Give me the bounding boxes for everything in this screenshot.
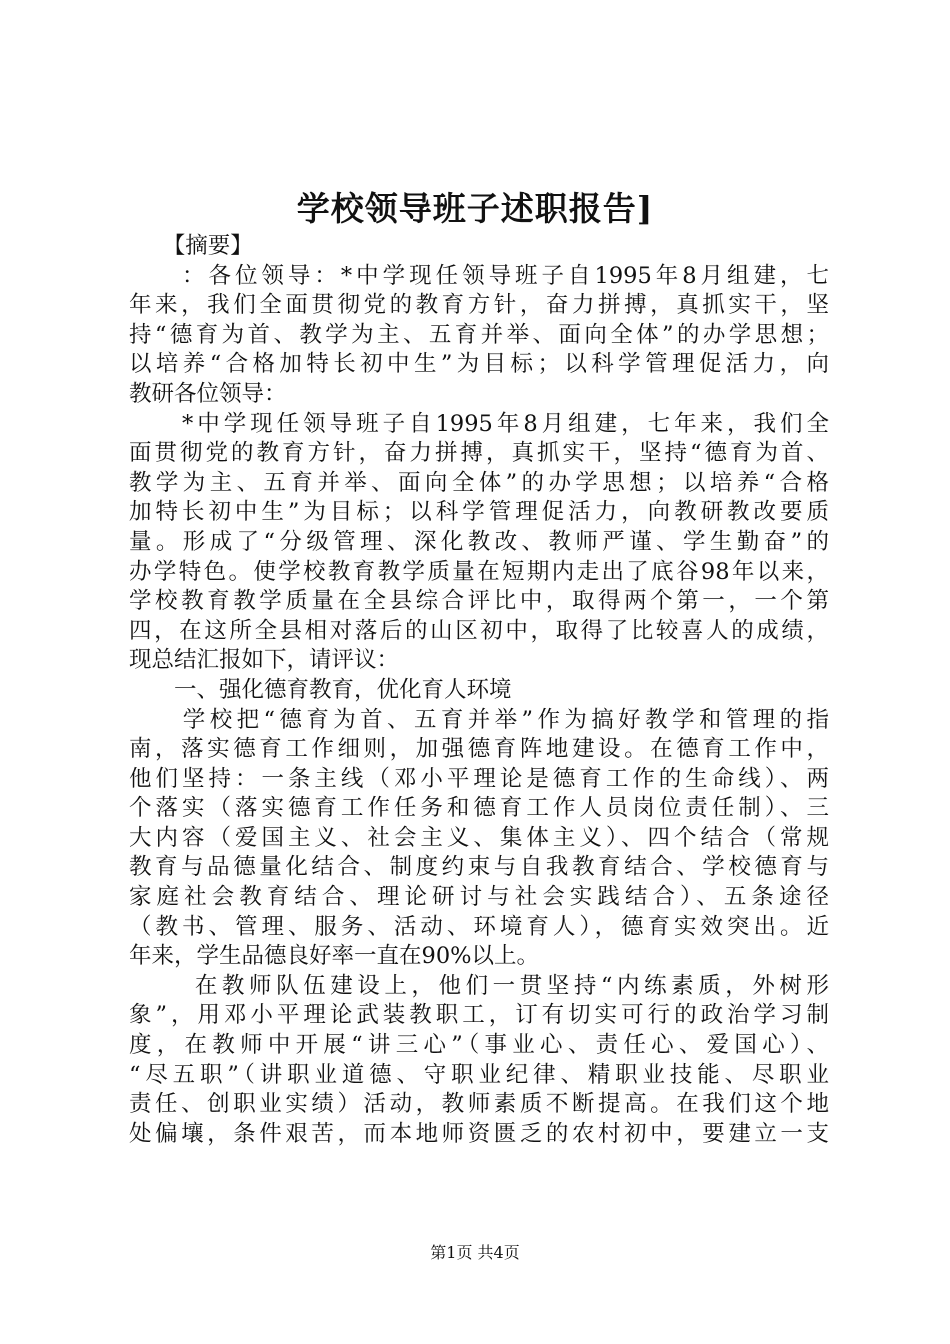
- text-line: 以培养“合格加特长初中生”为目标；以科学管理促活力，向: [129, 351, 829, 378]
- text-line: 【摘要】: [129, 233, 253, 259]
- text-line: 持“德育为首、教学为主、五育并举、面向全体”的办学思想；: [129, 321, 829, 348]
- text-line: 家庭社会教育结合、理论研讨与社会实践结合）、五条途径: [129, 884, 829, 911]
- text-line: *中学现任领导班子自1995年8月组建，七年来，我们全: [129, 410, 829, 437]
- text-line: 在教师队伍建设上，他们一贯坚持“内练素质，外树形: [129, 972, 829, 999]
- text-line: 教学为主、五育并举、面向全体”的办学思想；以培养“合格: [129, 469, 829, 496]
- text-line: 度，在教师中开展“讲三心”（事业心、责任心、爱国心）、: [129, 1032, 829, 1059]
- text-line: 南，落实德育工作细则，加强德育阵地建设。在德育工作中，: [129, 736, 829, 763]
- text-line: 量。形成了“分级管理、深化教改、教师严谨、学生勤奋”的: [129, 528, 829, 555]
- document-body: [129, 232, 829, 1149]
- document-title: 学校领导班子述职报告]: [296, 189, 654, 228]
- text-line: 象”，用邓小平理论武装教职工，订有切实可行的政治学习制: [129, 1002, 829, 1029]
- text-line: 责任、创职业实绩）活动，教师素质不断提高。在我们这个地: [129, 1091, 829, 1118]
- text-line: “尽五职”（讲职业道德、守职业纪律、精职业技能、尽职业: [129, 1061, 829, 1088]
- text-line: 教研各位领导：: [129, 380, 287, 407]
- text-line: 教育与品德量化结合、制度约束与自我教育结合、学校德育与: [129, 854, 829, 881]
- text-line: 年来，我们全面贯彻党的教育方针，奋力拼搏，真抓实干，坚: [129, 292, 829, 319]
- text-line: 四，在这所全县相对落后的山区初中，取得了比较喜人的成绩，: [129, 617, 829, 644]
- page-footer: 第1页 共4页: [430, 1243, 520, 1262]
- text-line: 一、强化德育教育，优化育人环境: [129, 676, 512, 703]
- text-line: 大内容（爱国主义、社会主义、集体主义）、四个结合（常规: [129, 824, 829, 851]
- text-line: ：各位领导：*中学现任领导班子自1995年8月组建，七: [129, 262, 829, 289]
- text-line: 处偏壤，条件艰苦，而本地师资匮乏的农村初中，要建立一支: [129, 1120, 829, 1147]
- text-line: 现总结汇报如下，请评议：: [129, 647, 400, 674]
- text-line: 加特长初中生”为目标；以科学管理促活力，向教研教改要质: [129, 499, 829, 526]
- text-line: （教书、管理、服务、活动、环境育人），德育实效突出。近: [129, 913, 829, 940]
- text-line: 办学特色。使学校教育教学质量在短期内走出了底谷98年以来，: [129, 558, 829, 585]
- text-line: 年来，学生品德良好率一直在90%以上。: [129, 943, 540, 970]
- text-line: 学校教育教学质量在全县综合评比中，取得两个第一，一个第: [129, 588, 829, 615]
- text-line: 学校把“德育为首、五育并举”作为搞好教学和管理的指: [129, 706, 829, 733]
- text-line: 面贯彻党的教育方针，奋力拼搏，真抓实干，坚持“德育为首、: [129, 440, 829, 467]
- text-line: 个落实（落实德育工作任务和德育工作人员岗位责任制）、三: [129, 795, 829, 822]
- text-line: 他们坚持：一条主线（邓小平理论是德育工作的生命线）、两: [129, 765, 829, 792]
